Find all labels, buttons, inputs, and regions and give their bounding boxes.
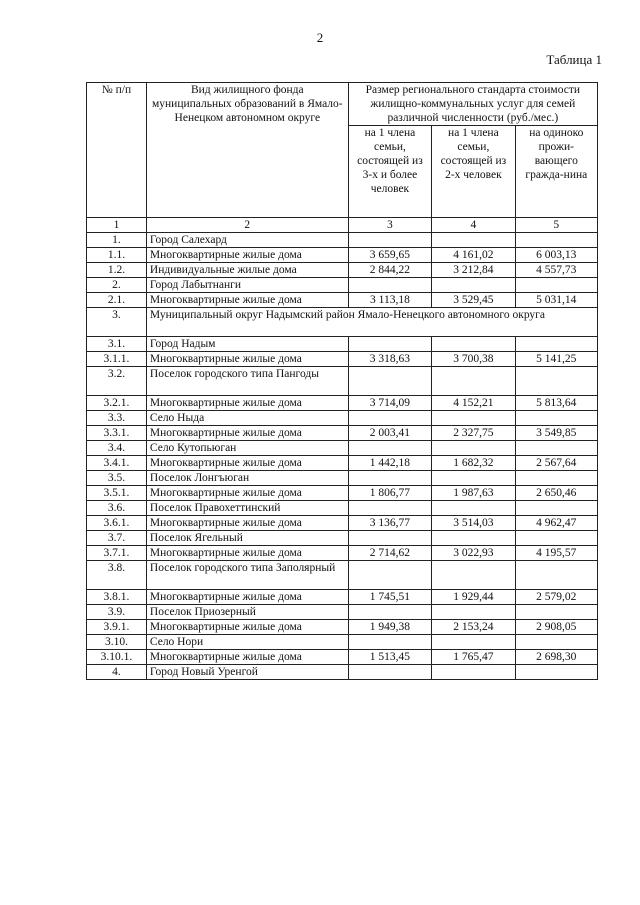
- table-row: [87, 411, 598, 426]
- value-family-3plus: [348, 471, 431, 486]
- table-row: [87, 620, 598, 635]
- row-housing-kind: Город Новый Уренгой: [146, 665, 348, 680]
- value-family-3plus: 2 844,22: [348, 263, 431, 278]
- value-family-3plus: [348, 278, 431, 293]
- table-row: [87, 233, 598, 248]
- row-number: 2.: [87, 278, 147, 293]
- row-housing-kind: Поселок Приозерный: [146, 605, 348, 620]
- value-family-2: [432, 233, 515, 248]
- header-family-2: на 1 члена семьи, состоящей из 2-х человек: [432, 126, 515, 218]
- value-family-3plus: [348, 233, 431, 248]
- value-single: [515, 441, 597, 456]
- row-number: 3.9.: [87, 605, 147, 620]
- row-housing-kind: Многоквартирные жилые дома: [146, 620, 348, 635]
- value-single: 4 962,47: [515, 516, 597, 531]
- row-number: 3.6.1.: [87, 516, 147, 531]
- header-num: № п/п: [87, 83, 147, 218]
- value-single: 2 698,30: [515, 650, 597, 665]
- value-family-2: [432, 441, 515, 456]
- page-number: 2: [316, 30, 324, 45]
- table-row: [87, 635, 598, 650]
- row-number: 3.1.1.: [87, 352, 147, 367]
- row-number: 3.8.: [87, 561, 147, 590]
- value-family-2: 3 700,38: [432, 352, 515, 367]
- table-row: [87, 308, 598, 337]
- column-number: 1: [87, 218, 147, 233]
- row-housing-kind: Поселок городского типа Заполярный: [146, 561, 348, 590]
- row-number: 1.2.: [87, 263, 147, 278]
- row-number: 3.7.1.: [87, 546, 147, 561]
- row-number: 3.1.: [87, 337, 147, 352]
- value-family-3plus: 1 513,45: [348, 650, 431, 665]
- value-single: [515, 531, 597, 546]
- value-single: [515, 471, 597, 486]
- row-housing-kind: Многоквартирные жилые дома: [146, 248, 348, 263]
- value-single: 6 003,13: [515, 248, 597, 263]
- value-family-2: [432, 411, 515, 426]
- row-number: 3.10.: [87, 635, 147, 650]
- table-row: [87, 665, 598, 680]
- table-row: [87, 486, 598, 501]
- row-housing-kind: Муниципальный округ Надымский район Ямало-Ненецкого автономного округа: [146, 308, 597, 337]
- row-number: 3.8.1.: [87, 590, 147, 605]
- value-family-3plus: 3 659,65: [348, 248, 431, 263]
- row-housing-kind: Город Салехард: [146, 233, 348, 248]
- value-single: [515, 278, 597, 293]
- value-family-2: 3 212,84: [432, 263, 515, 278]
- column-number: 5: [515, 218, 597, 233]
- value-family-2: 4 152,21: [432, 396, 515, 411]
- table-row: [87, 561, 598, 590]
- row-housing-kind: Многоквартирные жилые дома: [146, 456, 348, 471]
- row-number: 1.: [87, 233, 147, 248]
- value-single: 3 549,85: [515, 426, 597, 441]
- row-housing-kind: Многоквартирные жилые дома: [146, 396, 348, 411]
- value-family-3plus: [348, 411, 431, 426]
- table-row: [87, 263, 598, 278]
- row-number: 4.: [87, 665, 147, 680]
- value-family-2: [432, 501, 515, 516]
- table-row: [87, 352, 598, 367]
- table-row: [87, 605, 598, 620]
- value-family-3plus: [348, 367, 431, 396]
- row-number: 3.: [87, 308, 147, 337]
- column-numbers-row: [87, 218, 598, 233]
- row-housing-kind: Многоквартирные жилые дома: [146, 516, 348, 531]
- value-single: 2 579,02: [515, 590, 597, 605]
- table-row: [87, 590, 598, 605]
- value-single: [515, 411, 597, 426]
- value-single: 5 031,14: [515, 293, 597, 308]
- value-family-2: [432, 605, 515, 620]
- value-family-3plus: [348, 337, 431, 352]
- value-family-2: [432, 367, 515, 396]
- value-family-3plus: 1 806,77: [348, 486, 431, 501]
- value-family-2: [432, 471, 515, 486]
- value-single: 2 567,64: [515, 456, 597, 471]
- value-family-2: 1 765,47: [432, 650, 515, 665]
- value-family-2: 1 987,63: [432, 486, 515, 501]
- column-number: 4: [432, 218, 515, 233]
- value-single: [515, 501, 597, 516]
- row-housing-kind: Многоквартирные жилые дома: [146, 486, 348, 501]
- row-number: 2.1.: [87, 293, 147, 308]
- row-housing-kind: Многоквартирные жилые дома: [146, 426, 348, 441]
- header-single: на одиноко прожи-вающего гражда-нина: [515, 126, 597, 218]
- row-number: 3.10.1.: [87, 650, 147, 665]
- table-row: [87, 471, 598, 486]
- table-row: [87, 546, 598, 561]
- value-family-2: 1 929,44: [432, 590, 515, 605]
- row-housing-kind: Поселок Лонгъюган: [146, 471, 348, 486]
- housing-cost-table: [86, 82, 598, 680]
- value-single: [515, 635, 597, 650]
- value-family-3plus: 2 714,62: [348, 546, 431, 561]
- table-row: [87, 426, 598, 441]
- value-single: [515, 605, 597, 620]
- row-housing-kind: Индивидуальные жилые дома: [146, 263, 348, 278]
- value-family-2: 2 327,75: [432, 426, 515, 441]
- row-number: 3.3.: [87, 411, 147, 426]
- row-housing-kind: Многоквартирные жилые дома: [146, 590, 348, 605]
- value-single: 4 557,73: [515, 263, 597, 278]
- row-number: 3.7.: [87, 531, 147, 546]
- value-family-2: 3 529,45: [432, 293, 515, 308]
- value-family-3plus: [348, 531, 431, 546]
- row-number: 3.3.1.: [87, 426, 147, 441]
- row-number: 3.2.1.: [87, 396, 147, 411]
- value-family-2: 3 022,93: [432, 546, 515, 561]
- value-family-3plus: [348, 635, 431, 650]
- table-row: [87, 248, 598, 263]
- table-row: [87, 441, 598, 456]
- value-family-2: [432, 278, 515, 293]
- table-row: [87, 650, 598, 665]
- value-family-2: 3 514,03: [432, 516, 515, 531]
- row-housing-kind: Многоквартирные жилые дома: [146, 546, 348, 561]
- value-family-2: 2 153,24: [432, 620, 515, 635]
- value-family-3plus: 1 442,18: [348, 456, 431, 471]
- row-number: 3.6.: [87, 501, 147, 516]
- row-number: 3.9.1.: [87, 620, 147, 635]
- row-housing-kind: Город Лабытнанги: [146, 278, 348, 293]
- table-body: [87, 233, 598, 680]
- row-housing-kind: Поселок Правохеттинский: [146, 501, 348, 516]
- value-family-3plus: 3 113,18: [348, 293, 431, 308]
- row-number: 3.4.1.: [87, 456, 147, 471]
- table-row: [87, 501, 598, 516]
- value-single: 2 908,05: [515, 620, 597, 635]
- value-family-3plus: 1 949,38: [348, 620, 431, 635]
- header-standard-size: Размер регионального стандарта стоимости жилищно-коммунальных услуг для семей различной численности (руб./мес.): [348, 83, 597, 126]
- row-housing-kind: Многоквартирные жилые дома: [146, 352, 348, 367]
- value-single: [515, 665, 597, 680]
- value-family-3plus: 3 136,77: [348, 516, 431, 531]
- table-caption: Таблица 1: [546, 52, 602, 67]
- table-row: [87, 337, 598, 352]
- value-family-3plus: [348, 665, 431, 680]
- row-housing-kind: Многоквартирные жилые дома: [146, 650, 348, 665]
- value-single: [515, 561, 597, 590]
- header-family-3plus: на 1 члена семьи, состоящей из 3-х и более человек: [348, 126, 431, 218]
- value-single: 2 650,46: [515, 486, 597, 501]
- row-housing-kind: Многоквартирные жилые дома: [146, 293, 348, 308]
- table-row: [87, 293, 598, 308]
- value-family-3plus: 3 714,09: [348, 396, 431, 411]
- value-single: 5 813,64: [515, 396, 597, 411]
- table-row: [87, 396, 598, 411]
- value-single: 4 195,57: [515, 546, 597, 561]
- value-family-3plus: [348, 501, 431, 516]
- row-housing-kind: Поселок Ягельный: [146, 531, 348, 546]
- value-family-2: [432, 561, 515, 590]
- row-number: 3.5.: [87, 471, 147, 486]
- value-family-3plus: 1 745,51: [348, 590, 431, 605]
- value-family-3plus: 3 318,63: [348, 352, 431, 367]
- table-row: [87, 516, 598, 531]
- value-family-2: [432, 531, 515, 546]
- table-row: [87, 456, 598, 471]
- row-number: 3.4.: [87, 441, 147, 456]
- value-single: [515, 367, 597, 396]
- row-number: 3.2.: [87, 367, 147, 396]
- value-single: 5 141,25: [515, 352, 597, 367]
- header-housing-kind: Вид жилищного фонда муниципальных образований в Ямало-Ненецком автономном округе: [146, 83, 348, 218]
- value-family-3plus: [348, 441, 431, 456]
- row-housing-kind: Село Кутопьюган: [146, 441, 348, 456]
- row-number: 1.1.: [87, 248, 147, 263]
- value-single: [515, 337, 597, 352]
- value-family-3plus: [348, 605, 431, 620]
- column-number: 2: [146, 218, 348, 233]
- table-row: [87, 531, 598, 546]
- table-row: [87, 278, 598, 293]
- column-number: 3: [348, 218, 431, 233]
- value-family-2: [432, 337, 515, 352]
- row-housing-kind: Село Ныда: [146, 411, 348, 426]
- row-number: 3.5.1.: [87, 486, 147, 501]
- row-housing-kind: Село Нори: [146, 635, 348, 650]
- value-single: [515, 233, 597, 248]
- value-family-3plus: [348, 561, 431, 590]
- row-housing-kind: Поселок городского типа Пангоды: [146, 367, 348, 396]
- value-family-2: [432, 665, 515, 680]
- value-family-2: [432, 635, 515, 650]
- table-row: [87, 367, 598, 396]
- value-family-3plus: 2 003,41: [348, 426, 431, 441]
- value-family-2: 1 682,32: [432, 456, 515, 471]
- value-family-2: 4 161,02: [432, 248, 515, 263]
- row-housing-kind: Город Надым: [146, 337, 348, 352]
